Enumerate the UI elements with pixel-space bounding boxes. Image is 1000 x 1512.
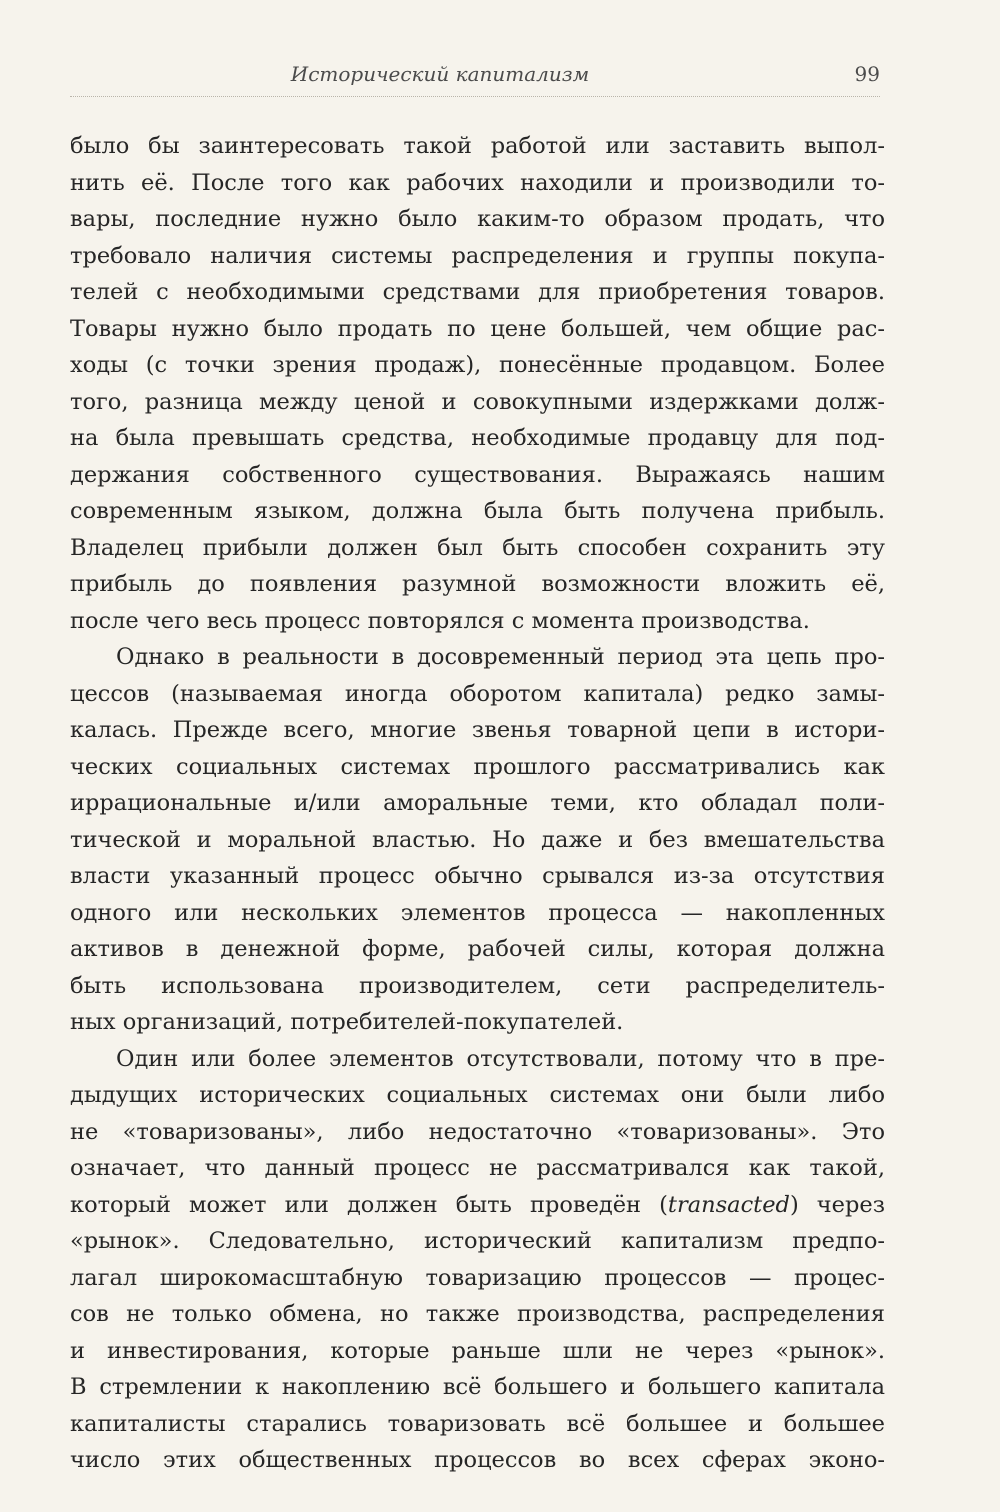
text-span: ) через xyxy=(789,1191,885,1218)
text-line: власти указанный процесс обычно срывался из-за отсутствия xyxy=(70,863,885,889)
text-line: иррациональные и/или аморальные теми, кто обладал поли- xyxy=(70,790,885,816)
text-line: одного или нескольких элементов процесса — накопленных xyxy=(70,899,885,926)
text-line: требовало наличия системы распределения и группы покупа- xyxy=(70,242,885,269)
text-line: капиталисты старались товаризовать всё большее и большее xyxy=(70,1410,885,1437)
text-line: на была превышать средства, необходимые продавцу для под- xyxy=(70,425,885,451)
text-line: ческих социальных системах прошлого рассматривались как xyxy=(70,753,885,780)
text-line: лагал широкомасштабную товаризацию процессов — процес- xyxy=(70,1264,885,1291)
text-span: который может или должен быть проведён ( xyxy=(70,1191,668,1218)
text-line: держания собственного существования. Выражаясь нашим xyxy=(70,461,885,488)
text-line: означает, что данный процесс не рассматривался как такой, xyxy=(70,1155,885,1181)
running-title: Исторический капитализм xyxy=(290,62,590,86)
text-line: цессов (называемая иногда оборотом капитала) редко замы- xyxy=(70,680,885,707)
text-line: современным языком, должна была быть получена прибыль. xyxy=(70,498,885,524)
text-line: быть использована производителем, сети распределитель- xyxy=(70,972,885,999)
text-line: Товары нужно было продать по цене большей, чем общие рас- xyxy=(70,315,885,342)
text-line: Однако в реальности в досовременный период эта цепь про- xyxy=(116,644,885,670)
text-line xyxy=(70,1187,885,1224)
text-line: того, разница между ценой и совокупными издержками долж- xyxy=(70,388,885,415)
text-line: Один или более элементов отсутствовали, потому что в пре- xyxy=(116,1045,885,1072)
running-header xyxy=(70,60,880,97)
text-line: после чего весь процесс повторялся с момента производства. xyxy=(70,607,810,634)
text-line: было бы заинтересовать такой работой или заставить выпол- xyxy=(70,133,885,159)
text-line: дыдущих исторических социальных системах они были либо xyxy=(70,1082,885,1108)
text-line: Владелец прибыли должен был быть способен сохранить эту xyxy=(70,534,885,561)
text-line: тической и моральной властью. Но даже и без вмешательства xyxy=(70,826,885,853)
text-line: сов не только обмена, но также производства, распределения xyxy=(70,1301,885,1327)
text-line: «рынок». Следовательно, исторический капитализм предпо- xyxy=(70,1228,885,1254)
text-line: В стремлении к накоплению всё большего и большего капитала xyxy=(70,1374,885,1400)
text-line: активов в денежной форме, рабочей силы, которая должна xyxy=(70,936,885,962)
body-text xyxy=(70,128,885,1479)
text-line: вары, последние нужно было каким-то образом продать, что xyxy=(70,206,885,232)
text-line: прибыль до появления разумной возможности вложить её, xyxy=(70,571,885,597)
page-number: 99 xyxy=(854,62,880,86)
italic-term: transacted xyxy=(667,1191,790,1218)
text-line: калась. Прежде всего, многие звенья товарной цепи в истори- xyxy=(70,717,885,743)
text-line: телей с необходимыми средствами для приобретения товаров. xyxy=(70,279,885,305)
text-line: ных организаций, потребителей-покупателей. xyxy=(70,1009,624,1035)
text-line: число этих общественных процессов во всех сферах эконо- xyxy=(70,1447,885,1473)
text-line: ходы (с точки зрения продаж), понесённые продавцом. Более xyxy=(70,352,885,378)
text-line: и инвестирования, которые раньше шли не через «рынок». xyxy=(70,1337,885,1364)
text-line: не «товаризованы», либо недостаточно «товаризованы». Это xyxy=(70,1118,885,1145)
text-line: нить её. После того как рабочих находили и производили то- xyxy=(70,169,885,196)
